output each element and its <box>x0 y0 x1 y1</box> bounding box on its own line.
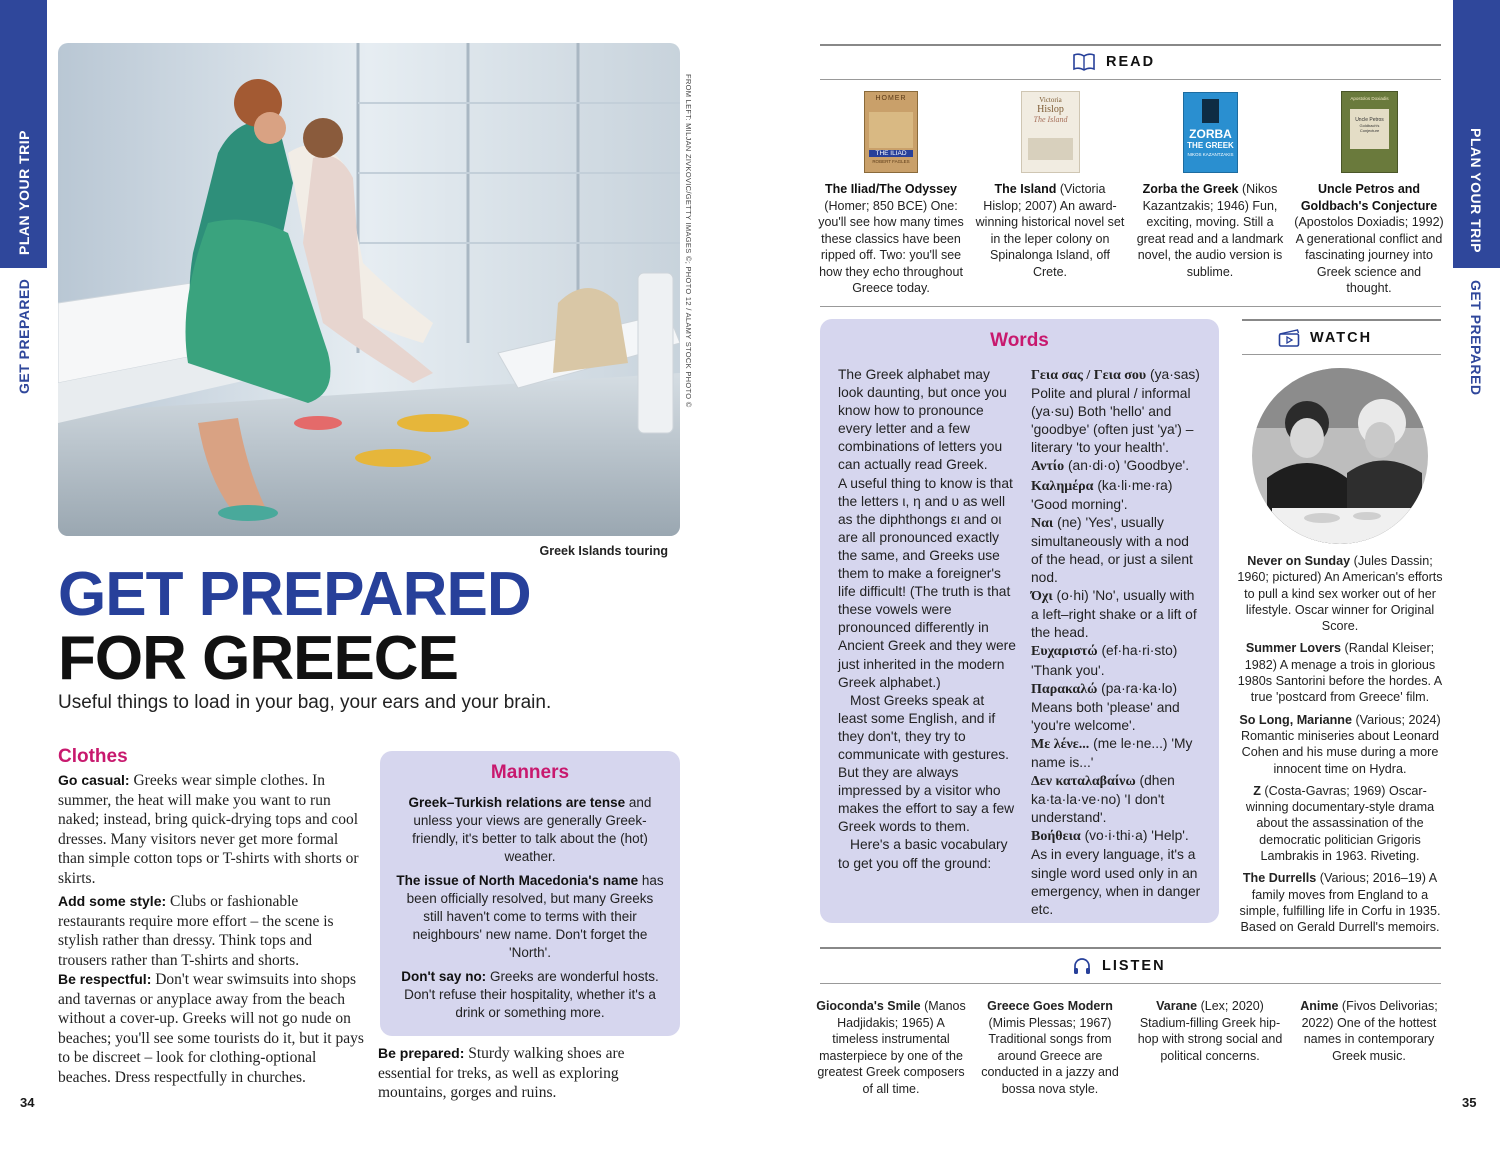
book-cover-petros-title: Uncle Petros <box>1355 117 1384 123</box>
side-tab-label-plan-right: PLAN YOUR TRIP <box>1468 128 1484 253</box>
book-entry <box>816 181 966 297</box>
clothes-item-lead: Be respectful: <box>58 971 152 987</box>
vocab-item <box>1031 366 1203 457</box>
page-subtitle: Useful things to load in your bag, your ears and your brain. <box>58 692 552 713</box>
album-title: Varane <box>1156 999 1198 1013</box>
film-still-photo <box>1252 368 1428 544</box>
book-title: Uncle Petros and Goldbach's Conjecture <box>1300 182 1438 213</box>
album-description: (Lex; 2020) Stadium-filling Greek hip-hop with strong social and political concerns. <box>1137 999 1283 1063</box>
book-cover-iliad <box>864 91 918 173</box>
book-cover-iliad-title: THE ILIAD <box>869 150 913 157</box>
book-description: (Victoria Hislop; 2007) An award-winning historical novel set in the leper colony on Spinalonga Island, off Crete. <box>975 182 1125 279</box>
page-number-right: 35 <box>1462 1095 1477 1110</box>
page-title-line2: FOR GREECE <box>58 624 458 693</box>
manners-item-text: Greeks are wonderful hosts. Don't refuse their hospitality, whether it's a drink or something more. <box>404 969 659 1020</box>
vocab-item <box>1031 457 1203 476</box>
side-tab-label-plan: PLAN YOUR TRIP <box>16 130 32 255</box>
listen-heading-label: LISTEN <box>1102 958 1166 974</box>
book-title: The Iliad/The Odyssey <box>825 182 957 196</box>
vocab-item <box>1031 827 1203 918</box>
film-still-illustration <box>1252 368 1428 544</box>
listen-top-rule <box>820 947 1441 949</box>
film-description: (Jules Dassin; 1960; pictured) An American's efforts to pull a kind sex worker out of her lifestyle. Oscar winner for Original Score. <box>1237 554 1443 634</box>
book-icon <box>1072 52 1096 72</box>
book-cover-island-author: The Island <box>1033 115 1068 124</box>
ferry-deck-illustration <box>58 43 680 536</box>
words-heading: Words <box>990 330 1049 351</box>
book-cover-zorba-top: ZORBA <box>1189 127 1232 141</box>
book-entry <box>1135 181 1285 280</box>
book-description: (Homer; 850 BCE) One: you'll see how many times these classics have been ripped off. Two: you'll see how they echo throughout Greece today. <box>818 198 964 295</box>
film-title: So Long, Marianne <box>1239 712 1352 727</box>
clothes-item-lead: Go casual: <box>58 772 130 788</box>
vocab-meaning: (o·hi) 'No', usually with a left–right shake or a lift of the head. <box>1031 588 1197 641</box>
film-title: Never on Sunday <box>1247 554 1351 568</box>
film-clapper-icon <box>1278 328 1300 348</box>
album-description: (Mimis Plessas; 1967) Traditional songs from around Greece are conducted in a jazzy and bossa nova style. <box>981 1015 1119 1096</box>
clothes-item <box>58 771 364 888</box>
vocab-meaning: (pa·ra·ka·lo) Means both 'please' and 'you're welcome'. <box>1031 680 1180 733</box>
album-entry <box>816 998 966 1097</box>
manners-item <box>396 794 664 866</box>
listen-heading <box>1072 956 1166 976</box>
manners-item-lead: Don't say no: <box>401 969 487 984</box>
watch-heading <box>1278 328 1372 348</box>
book-description: (Apostolos Doxiadis; 1992) A generational conflict and fascinating journey into Greek science and thought. <box>1294 215 1444 295</box>
film-description: (Randal Kleiser; 1982) A menage a trois in glorious 1980s Santorini before the hordes. A true 'postcard from Greece' film. <box>1237 641 1443 705</box>
film-title: Z <box>1253 783 1261 798</box>
vocab-greek: Όχι <box>1031 589 1053 605</box>
vocab-meaning: (dhen ka·ta·la·ve·no) 'I don't understand'. <box>1031 773 1175 826</box>
vocab-greek: Ναι <box>1031 515 1054 531</box>
album-description: (Fivos Delivorias; 2022) One of the hottest names in contemporary Greek music. <box>1301 999 1438 1063</box>
page-number-left: 34 <box>20 1095 35 1110</box>
vocab-greek: Καλημέρα <box>1031 478 1094 494</box>
film-description: (Various; 2016–19) A family moves from England to a simple, fulfilling life in Corfu in 1935. Based on Gerald Durrell's memoirs. <box>1239 871 1441 935</box>
manners-list <box>396 794 664 1022</box>
words-vocab-column <box>1031 366 1203 919</box>
film-title: The Durrells <box>1242 871 1317 886</box>
album-title: Anime <box>1300 999 1339 1013</box>
read-top-rule <box>820 44 1441 46</box>
clothes-item-text: Greeks wear simple clothes. In summer, the heat will make you want to run naked; instead, bring quick-drying tops and cool dresses. Many visitors never get more formal than simple cotton tops or T-shirts with shorts or skirts. <box>58 772 359 887</box>
watch-rule <box>1242 354 1441 355</box>
vocab-meaning: (an·di·o) 'Goodbye'. <box>1064 458 1190 474</box>
vocab-meaning: (vo·i·thi·a) 'Help'. As in every language, it's a single word used only in an emergency, when in danger etc. <box>1031 828 1201 917</box>
film-title: Summer Lovers <box>1245 641 1342 656</box>
vocab-greek: Δεν καταλαβαίνω <box>1031 774 1136 790</box>
vocab-greek: Βοήθεια <box>1031 829 1081 845</box>
vocab-item <box>1031 587 1203 642</box>
be-prepared-text: Sturdy walking shoes are essential for treks, as well as exploring mountains, gorges and ruins. <box>378 1045 625 1101</box>
film-entry <box>1236 640 1444 705</box>
clothes-item-text: Don't wear swimsuits into shops and tavernas or anyplace away from the beach without a cover-up. Greeks will not go nude on beaches; you'll see some tourists do it, but it pays to be discreet – look for clothing-optional beaches. Dress respectfully in churches. <box>58 971 364 1086</box>
words-para2: A useful thing to know is that the letters ι, η and υ as well as the diphthongs ει and οι are all pronounced exactly the same, and Greeks use them to make a foreigner's life difficult! (The truth is that these vowels were pronounced differently in Ancient Greek and they were just inherited in the modern Greek alphabet.) <box>838 475 1016 690</box>
watch-top-rule <box>1242 319 1441 321</box>
vocab-greek: Παρακαλώ <box>1031 681 1098 697</box>
vocab-greek: Γεια σας / Γεια σου <box>1031 368 1147 383</box>
clothes-section <box>58 771 364 1087</box>
words-intro: The Greek alphabet may look daunting, but once you know how to pronounce every letter and a few combinations of letters you can actually read Greek. <box>838 367 1007 473</box>
words-para3: Most Greeks speak at least some English, and if they don't, they try to communicate with gestures. But they are always impressed by a visitor who makes the effort to say a few Greek words to them. <box>838 692 1015 835</box>
clothes-item-text: Clubs or fashionable restaurants require more effort – the scene is stylish rather than dressy. Think tops and trousers rather than T-shirts and shorts. <box>58 893 334 969</box>
film-entry <box>1236 870 1444 935</box>
book-cover-petros-top: Apostolos Doxiadis <box>1350 96 1389 101</box>
manners-item <box>396 968 664 1022</box>
book-title: Zorba the Greek <box>1142 182 1239 196</box>
album-title: Greece Goes Modern <box>987 999 1113 1013</box>
hero-photo <box>58 43 680 536</box>
vocab-meaning: (ne) 'Yes', usually simultaneously with a nod of the head, or just a silent nod. <box>1031 514 1193 586</box>
book-cover-island <box>1021 91 1080 173</box>
book-description: (Nikos Kazantzakis; 1946) Fun, exciting, moving. Still a great read and a landmark novel, the audio version is sublime. <box>1136 182 1284 279</box>
album-entry <box>1294 998 1444 1064</box>
clothes-heading: Clothes <box>58 746 128 767</box>
read-bottom-rule <box>820 306 1441 307</box>
clothes-item <box>58 892 364 970</box>
watch-list <box>1236 553 1444 942</box>
book-cover-iliad-top: HOMER <box>875 95 907 102</box>
manners-item-text: has been officially resolved, but many Greeks still haven't come to terms with their neighbours' new name. Don't forget the 'North'. <box>406 873 664 960</box>
film-entry <box>1236 712 1444 777</box>
album-title: Gioconda's Smile <box>816 999 921 1013</box>
side-tab-label-prepared: GET PREPARED <box>16 278 32 394</box>
vocab-item <box>1031 735 1203 772</box>
book-cover-zorba <box>1183 92 1238 173</box>
vocab-meaning: (me le·ne...) 'My name is...' <box>1031 735 1193 770</box>
read-heading <box>1072 52 1155 72</box>
book-cover-petros-author: Goldbach's Conjecture <box>1359 123 1380 133</box>
manners-heading: Manners <box>490 762 570 783</box>
watch-heading-label: WATCH <box>1310 330 1373 346</box>
book-entry <box>1294 181 1444 297</box>
vocab-meaning: (ef·ha·ri·sto) 'Thank you'. <box>1031 643 1178 678</box>
book-cover-island-title: Hislop <box>1037 104 1064 115</box>
vocab-meaning: (ya·sas) Polite and plural / informal (ya·su) Both 'hello' and 'goodbye' (often just 'ya') – literary 'to your health'. <box>1031 367 1200 456</box>
manners-item <box>396 872 664 962</box>
manners-item-lead: Greek–Turkish relations are tense <box>408 795 626 810</box>
film-description: (Various; 2024) Romantic miniseries about Leonard Cohen and his muse during a more innocent time on Hydra. <box>1240 712 1441 776</box>
words-para4: Here's a basic vocabulary to get you off the ground: <box>838 837 1008 871</box>
book-cover-island-top: Victoria <box>1039 96 1062 104</box>
read-rule <box>820 79 1441 80</box>
photo-caption: Greek Islands touring <box>539 544 668 558</box>
film-description: (Costa-Gavras; 1969) Oscar-winning documentary-style drama about the assassination of the democratic politician Grigoris Lambrakis in 1963. Riveting. <box>1245 783 1435 864</box>
listen-rule <box>820 983 1441 984</box>
vocab-item <box>1031 514 1203 587</box>
headphones-icon <box>1072 956 1092 976</box>
vocab-item <box>1031 477 1203 514</box>
film-entry <box>1236 553 1444 634</box>
album-entry <box>975 998 1125 1097</box>
manners-item-lead: The issue of North Macedonia's name <box>396 873 639 888</box>
vocab-greek: Ευχαριστώ <box>1031 644 1098 660</box>
be-prepared-paragraph <box>378 1044 678 1103</box>
book-cover-petros <box>1341 91 1398 173</box>
side-tab-label-prepared-right: GET PREPARED <box>1468 280 1484 396</box>
read-heading-label: READ <box>1106 54 1156 70</box>
words-intro-column <box>838 366 1016 873</box>
vocab-meaning: (ka·li·me·ra) 'Good morning'. <box>1031 477 1173 512</box>
vocab-greek: Με λένε... <box>1031 736 1090 752</box>
book-cover-zorba-author: NIKOS KAZANTZAKIS <box>1187 152 1234 157</box>
photo-credit: FROM LEFT: MILJAN ZIVKOVIC/GETTY IMAGES ©; PHOTO 12 / ALAMY STOCK PHOTO © <box>684 74 693 408</box>
book-cover-iliad-author: ROBERT FAGLES <box>872 159 910 164</box>
vocab-item <box>1031 680 1203 735</box>
book-title: The Island <box>994 182 1057 196</box>
clothes-item <box>58 970 364 1087</box>
vocab-item <box>1031 772 1203 827</box>
album-entry <box>1135 998 1285 1064</box>
vocab-greek: Αντίο <box>1031 459 1065 475</box>
page-title-line1: GET PREPARED <box>58 560 531 629</box>
book-entry <box>975 181 1125 280</box>
vocab-item <box>1031 642 1203 679</box>
manners-item-text: and unless your views are generally Greek-friendly, it's better to talk about the (hot) weather. <box>412 795 652 864</box>
be-prepared-lead: Be prepared: <box>378 1045 465 1061</box>
film-entry <box>1236 783 1444 864</box>
book-cover-zorba-title: THE GREEK <box>1187 141 1234 150</box>
album-description: (Manos Hadjidakis; 1965) A timeless instrumental masterpiece by one of the greatest Greek composers of all time. <box>817 999 966 1096</box>
clothes-item-lead: Add some style: <box>58 893 167 909</box>
